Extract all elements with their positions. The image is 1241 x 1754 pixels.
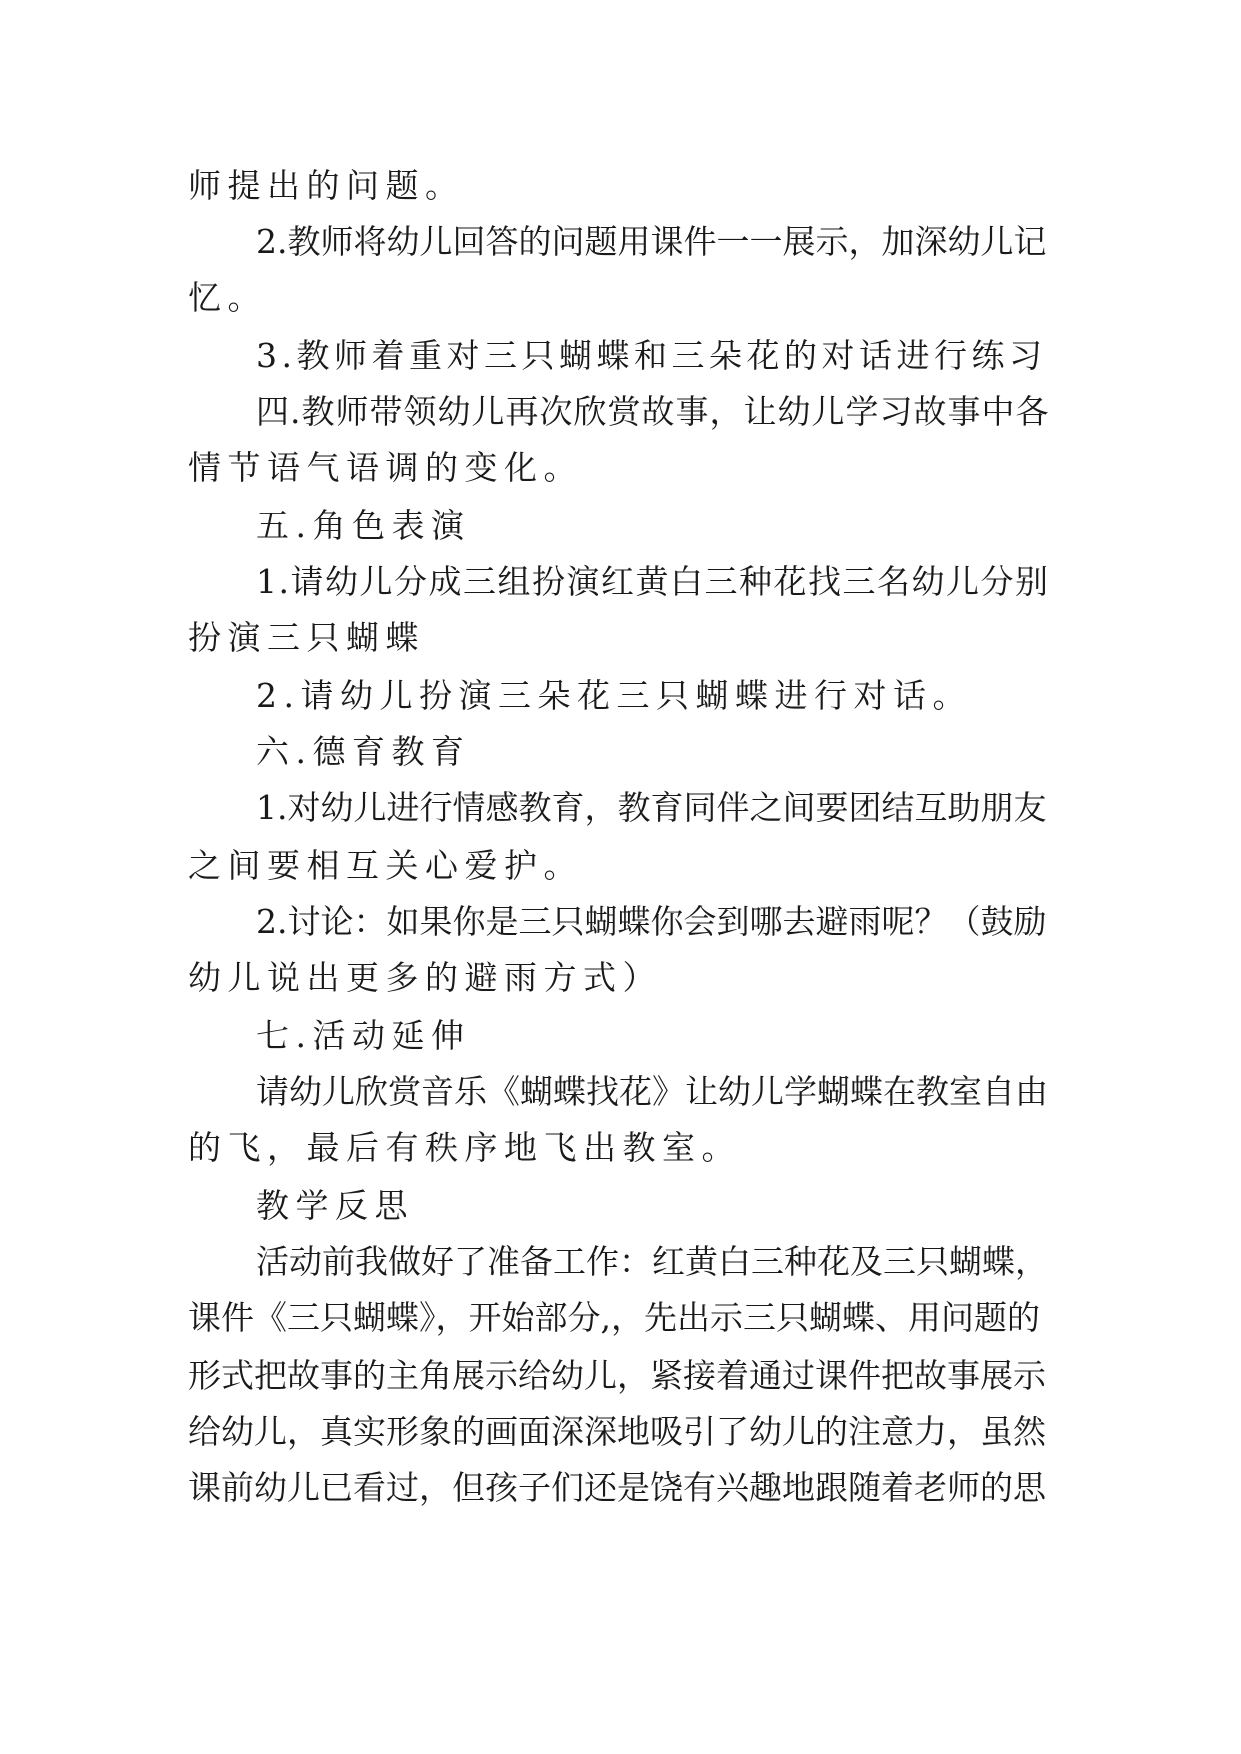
text-line: 形式把故事的主角展示给幼儿，紧接着通过课件把故事展示: [188, 1356, 1046, 1395]
text-line: 扮演三只蝴蝶: [188, 618, 425, 657]
section-heading: 七.活动延伸: [256, 1016, 471, 1055]
text-line: 情节语气语调的变化。: [188, 448, 583, 487]
section-heading: 五.角色表演: [256, 506, 471, 545]
text-line: 活动前我做好了准备工作：红黄白三种花及三只蝴蝶，: [256, 1242, 1048, 1281]
text-line: 课件《三只蝴蝶》，开始部分,，先出示三只蝴蝶、用问题的: [188, 1298, 1040, 1337]
text-line: 2.讨论：如果你是三只蝴蝶你会到哪去避雨呢？（鼓励: [256, 902, 1047, 941]
text-line: 3.教师着重对三只蝴蝶和三朵花的对话进行练习: [256, 336, 1047, 375]
text-line: 课前幼儿已看过，但孩子们还是饶有兴趣地跟随着老师的思: [188, 1468, 1046, 1507]
text-line: 幼儿说出更多的避雨方式）: [188, 958, 662, 997]
text-line: 的飞，最后有秩序地飞出教室。: [188, 1128, 741, 1167]
text-line: 1.对幼儿进行情感教育，教育同伴之间要团结互助朋友: [256, 788, 1047, 827]
text-line: 四.教师带领幼儿再次欣赏故事，让幼儿学习故事中各: [256, 392, 1050, 431]
text-line: 2.教师将幼儿回答的问题用课件一一展示，加深幼儿记: [256, 222, 1047, 261]
text-line: 1.请幼儿分成三组扮演红黄白三种花找三名幼儿分别: [256, 562, 1050, 601]
section-heading: 教学反思: [256, 1186, 414, 1225]
section-heading: 六.德育教育: [256, 732, 471, 771]
text-line: 师提出的问题。: [188, 166, 465, 205]
text-line: 2.请幼儿扮演三朵花三只蝴蝶进行对话。: [256, 676, 972, 715]
text-line: 给幼儿，真实形象的画面深深地吸引了幼儿的注意力，虽然: [188, 1412, 1046, 1451]
text-line: 之间要相互关心爱护。: [188, 846, 583, 885]
text-line: 请幼儿欣赏音乐《蝴蝶找花》让幼儿学蝴蝶在教室自由: [256, 1072, 1048, 1111]
text-line: 忆。: [188, 278, 267, 317]
